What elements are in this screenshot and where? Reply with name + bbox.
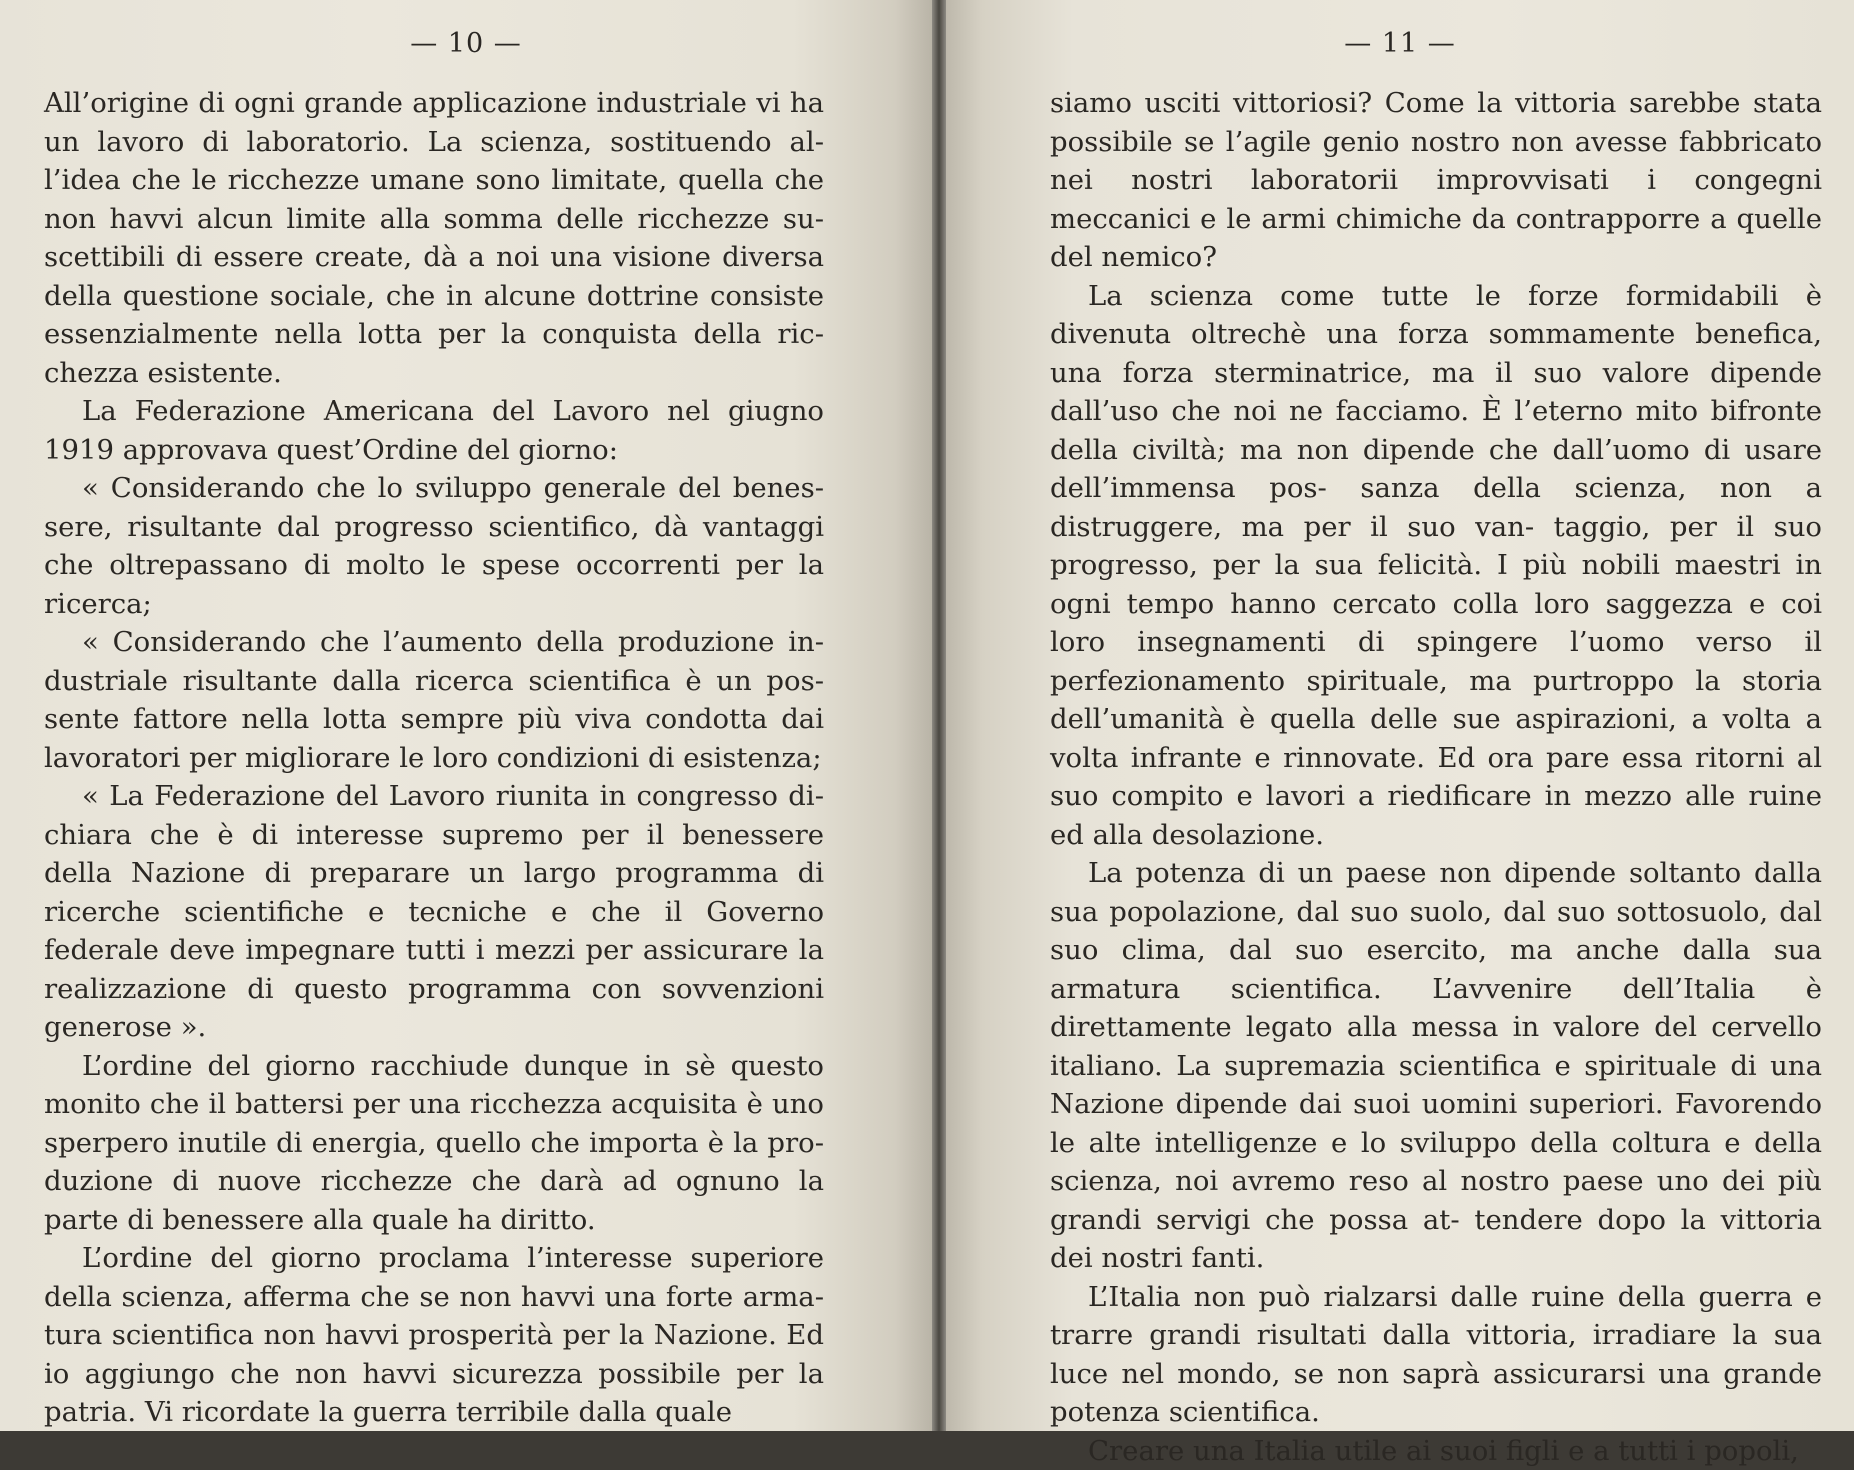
paragraph: siamo usciti vittoriosi? Come la vittoria sarebbe stata possibile se l’agile genio nostro non avesse fabbricato nei nostri laboratorii improvvisati i congegni meccanici e le armi chimiche da contrapporre a quelle del nemico? <box>1050 84 1822 277</box>
paragraph: L’ordine del giorno racchiude dunque in sè questo monito che il battersi per una ricchezza acquisita è uno sperpero inutile di energia, quello che importa è la pro- duzione di nuove ricchezze che darà ad ognuno la parte di benessere alla quale ha diritto. <box>44 1047 824 1240</box>
paragraph: La scienza come tutte le forze formidabili è divenuta oltrechè una forza sommamente benefica, una forza sterminatrice, ma il suo valore dipende dall’uso che noi ne facciamo. È l’eterno mito bifronte della civiltà; ma non dipende che dall’uomo di usare dell’immensa pos- sanza della scienza, non a distruggere, ma per il suo van- taggio, per il suo progresso, per la sua felicità. I più nobili maestri in ogni tempo hanno cercato colla loro saggezza e coi loro insegnamenti di spingere l’uomo verso il perfezionamento spirituale, ma purtroppo la storia dell’umanità è quella delle sue aspirazioni, a volta a volta infrante e rinnovate. Ed ora pare essa ritorni al suo compito e lavori a riedificare in mezzo alle ruine ed alla desolazione. <box>1050 277 1822 855</box>
right-page <box>946 0 1854 1431</box>
paragraph: Creare una Italia utile ai suoi figli e a tutti i popoli, <box>1050 1432 1822 1470</box>
quote-paragraph: « La Federazione del Lavoro riunita in congresso di- chiara che è di interesse supremo per il benessere della Nazione di preparare un largo programma di ricerche scientifiche e tecniche e che il Governo federale deve impegnare tutti i mezzi per assicurare la realizzazione di questo programma con sovvenzioni generose ». <box>44 777 824 1047</box>
page-number-left: — 10 — <box>0 28 932 59</box>
right-page-text <box>1050 84 1822 1470</box>
quote-paragraph: « Considerando che l’aumento della produzione in- dustriale risultante dalla ricerca scientifica è un pos- sente fattore nella lotta sempre più viva condotta dai lavoratori per migliorare le loro condizioni di esistenza; <box>44 623 824 777</box>
paragraph: All’origine di ogni grande applicazione industriale vi ha un lavoro di laboratorio. La scienza, sostituendo al- l’idea che le ricchezze umane sono limitate, quella che non havvi alcun limite alla somma delle ricchezze su- scettibili di essere create, dà a noi una visione diversa della questione sociale, che in alcune dottrine consiste essenzialmente nella lotta per la conquista della ric- chezza esistente. <box>44 84 824 392</box>
book-gutter <box>932 0 946 1431</box>
page-number-right: — 11 — <box>946 28 1854 59</box>
paragraph: L’ordine del giorno proclama l’interesse superiore della scienza, afferma che se non havvi una forte arma- tura scientifica non havvi prosperità per la Nazione. Ed io aggiungo che non havvi sicurezza possibile per la patria. Vi ricordate la guerra terribile dalla quale <box>44 1239 824 1432</box>
quote-paragraph: « Considerando che lo sviluppo generale del benes- sere, risultante dal progresso scientifico, dà vantaggi che oltrepassano di molto le spese occorrenti per la ricerca; <box>44 469 824 623</box>
paragraph: La Federazione Americana del Lavoro nel giugno 1919 approvava quest’Ordine del giorno: <box>44 392 824 469</box>
paragraph: La potenza di un paese non dipende soltanto dalla sua popolazione, dal suo suolo, dal suo sottosuolo, dal suo clima, dal suo esercito, ma anche dalla sua armatura scientifica. L’avvenire dell’Italia è direttamente legato alla messa in valore del cervello italiano. La supremazia scientifica e spirituale di una Nazione dipende dai suoi uomini superiori. Favorendo le alte intelligenze e lo sviluppo della coltura e della scienza, noi avremo reso al nostro paese uno dei più grandi servigi che possa at- tendere dopo la vittoria dei nostri fanti. <box>1050 854 1822 1278</box>
left-page-text <box>44 84 824 1432</box>
left-page <box>0 0 932 1431</box>
paragraph: L’Italia non può rialzarsi dalle ruine della guerra e trarre grandi risultati dalla vittoria, irradiare la sua luce nel mondo, se non saprà assicurarsi una grande potenza scientifica. <box>1050 1278 1822 1432</box>
